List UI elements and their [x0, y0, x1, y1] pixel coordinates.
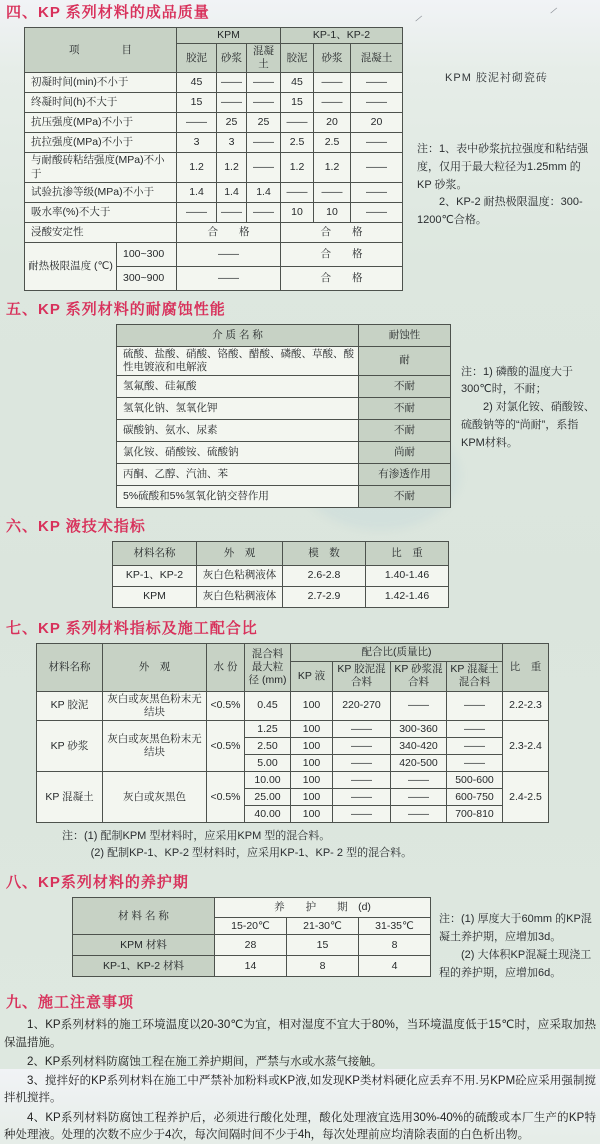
header-cell: 胶泥: [281, 44, 314, 73]
cell: 20: [314, 113, 351, 133]
row-label: 初凝时间(min)不小于: [25, 73, 177, 93]
cell: ——: [391, 772, 447, 789]
table-row: [117, 419, 451, 441]
cell-result: 耐: [359, 346, 451, 375]
note-text: [431, 911, 599, 982]
cell-material: KPM 材料: [73, 935, 215, 956]
table-row: [25, 93, 403, 113]
cell: ——: [217, 73, 247, 93]
header-cell: 模 数: [283, 541, 366, 565]
table-row: [25, 73, 403, 93]
header-cell: 胶泥: [177, 44, 217, 73]
table-header-row: [113, 541, 449, 565]
cell-ratio: 2.3-2.4: [503, 721, 549, 772]
header-cell: KP 混凝土混合料: [447, 661, 503, 691]
cell: ——: [391, 806, 447, 823]
header-cell: KP 胶泥混合料: [333, 661, 391, 691]
table-row: [117, 397, 451, 419]
row-label: 浸酸安定性: [25, 222, 177, 242]
cell: ——: [247, 73, 281, 93]
header-cell-mix-group: 配合比(质量比): [291, 643, 503, 661]
section-5-title: 五、KP 系列材料的耐腐蚀性能: [6, 300, 226, 318]
cell: 1.2: [217, 153, 247, 182]
table-row: [113, 565, 449, 586]
table-header-row: [117, 324, 451, 346]
cell: 8: [359, 935, 431, 956]
cell: ——: [351, 182, 403, 202]
cell: ——: [177, 266, 281, 290]
note-line: 2、KP-2 耐热极限温度：300-1200℃合格。: [417, 196, 583, 227]
cell: ——: [333, 738, 391, 755]
section-curing: [0, 874, 600, 982]
cell: 15: [287, 935, 359, 956]
cell: 15: [177, 93, 217, 113]
table-row: [113, 586, 449, 607]
cell-result: 不耐: [359, 419, 451, 441]
cell-ratio: 2.2-2.3: [503, 691, 549, 720]
table-row: [25, 133, 403, 153]
cell-water: <0.5%: [207, 772, 245, 823]
note-text: [62, 828, 600, 862]
section-mix-ratio: [0, 620, 600, 862]
header-cell-curing: 养 护 期 (d): [215, 898, 431, 918]
note-line: (2) 配制KP-1、KP-2 型材料时，应采用KP-1、KP- 2 型的混合料。: [90, 847, 413, 860]
cell: ——: [351, 153, 403, 182]
cell: 合 格: [281, 242, 403, 266]
table-row: [117, 346, 451, 375]
row-label: 抗压强度(MPa)不小于: [25, 113, 177, 133]
note-line: 注：(1) 配制KPM 型材料时，应采用KPM 型的混合料。: [62, 830, 331, 843]
cell: ——: [333, 721, 391, 738]
cell: ——: [447, 738, 503, 755]
table-header-row: [25, 28, 403, 44]
cell-result: 不耐: [359, 485, 451, 507]
cell: 10: [314, 202, 351, 222]
table-row: [117, 375, 451, 397]
table-row: [25, 222, 403, 242]
note-text: [451, 364, 600, 453]
header-cell-temp: 15-20℃: [215, 918, 287, 935]
cell: ——: [281, 113, 314, 133]
notice-paragraph: 2、KP系列材料防腐蚀工程在施工养护期间，严禁与水或水蒸气接触。: [27, 1055, 383, 1068]
cell: 500-600: [447, 772, 503, 789]
cell: ——: [447, 721, 503, 738]
cell: 合 格: [177, 222, 281, 242]
header-cell: 混合料最大粒径 (mm): [245, 643, 291, 691]
pen-mark: ⁄: [551, 6, 557, 17]
cell: 28: [215, 935, 287, 956]
cell: ——: [177, 202, 217, 222]
header-cell-item: 项 目: [25, 28, 177, 73]
row-label: 耐热极限温度 (℃): [25, 242, 117, 290]
table-row: [25, 153, 403, 182]
cell: 45: [281, 73, 314, 93]
table-row: [117, 441, 451, 463]
cell: ——: [351, 133, 403, 153]
corrosion-table: [116, 324, 451, 508]
cell: 100~300: [117, 242, 177, 266]
cell: KP-1、KP-2: [113, 565, 197, 586]
header-cell-medium: 介 质 名 称: [117, 324, 359, 346]
table-row: [37, 772, 549, 789]
note-line: 注：(1) 厚度大于60mm 的KP混凝土养护期，应增加3d。: [439, 913, 592, 944]
cell-medium: 5%硫酸和5%氢氧化钠交替作用: [117, 485, 359, 507]
cell: 100: [291, 772, 333, 789]
cell: 合 格: [281, 222, 403, 242]
table-row: [25, 242, 403, 266]
cell: 1.2: [281, 153, 314, 182]
cell: 3: [177, 133, 217, 153]
row-label: 与耐酸砖粘结强度(MPa)不小于: [25, 153, 177, 182]
cell: 2.6-2.8: [283, 565, 366, 586]
cell: 220-270: [333, 691, 391, 720]
cell: ——: [333, 772, 391, 789]
cell: 25.00: [245, 789, 291, 806]
section-8-title: 八、KP系列材料的养护期: [6, 874, 189, 892]
cell: ——: [177, 113, 217, 133]
notice-paragraph: 1、KP系列材料的施工环境温度以20-30℃为宜，相对湿度不宜大于80%，当环境温度低于15℃时，应采取加热保温措施。: [4, 1019, 596, 1049]
cell: 15: [281, 93, 314, 113]
cell-material: KP 混凝土: [37, 772, 103, 823]
cell: ——: [217, 202, 247, 222]
cell: 4: [359, 956, 431, 977]
mix-ratio-table: [36, 643, 549, 823]
header-cell-material: 材 料 名 称: [73, 898, 215, 935]
cell: ——: [247, 133, 281, 153]
cell: 1.4: [177, 182, 217, 202]
header-cell: 混凝土: [351, 44, 403, 73]
header-cell: 砂浆: [314, 44, 351, 73]
cell: 40.00: [245, 806, 291, 823]
cell: 300-360: [391, 721, 447, 738]
photo-caption: KPM 胶泥衬砌瓷砖: [445, 72, 548, 84]
table-header-row: [37, 643, 549, 661]
cell: 300~900: [117, 266, 177, 290]
cell: ——: [333, 755, 391, 772]
cell-material: KP-1、KP-2 材料: [73, 956, 215, 977]
section-quality: [0, 0, 600, 291]
header-cell-temp: 31-35℃: [359, 918, 431, 935]
cell: ——: [333, 789, 391, 806]
cell: 14: [215, 956, 287, 977]
table-row: [37, 721, 549, 738]
cell: 100: [291, 738, 333, 755]
kp-liquid-table: [112, 541, 449, 608]
pen-mark: ⁄: [416, 14, 422, 25]
note-line: 2) 对氯化铵、硝酸铵、硫酸钠等的“尚耐”，系指KPM材料。: [461, 401, 595, 449]
cell-medium: 碳酸钠、氨水、尿素: [117, 419, 359, 441]
header-cell: 砂浆: [217, 44, 247, 73]
section-4-side-notes: [403, 27, 595, 230]
cell: 1.40-1.46: [366, 565, 449, 586]
header-cell: 混凝土: [247, 44, 281, 73]
header-cell: 材料名称: [37, 643, 103, 691]
cell: 25: [247, 113, 281, 133]
cell: 0.45: [245, 691, 291, 720]
cell: ——: [281, 182, 314, 202]
cell: ——: [351, 73, 403, 93]
cell: KPM: [113, 586, 197, 607]
note-line: 注：1) 磷酸的温度大于300℃时，不耐；: [461, 365, 573, 396]
cell: ——: [391, 691, 447, 720]
cell-medium: 硫酸、盐酸、硝酸、铬酸、醋酸、磷酸、草酸、酸性电镀液和电解液: [117, 346, 359, 375]
table-row: [25, 202, 403, 222]
header-cell: KP 砂浆混合料: [391, 661, 447, 691]
table-row: [73, 935, 431, 956]
header-cell-resistance: 耐蚀性: [359, 324, 451, 346]
section-kp-liquid: [0, 518, 600, 608]
header-cell-temp: 21-30℃: [287, 918, 359, 935]
cell-result: 尚耐: [359, 441, 451, 463]
table-row: [25, 113, 403, 133]
cell: ——: [447, 755, 503, 772]
row-label: 终凝时间(h)不大于: [25, 93, 177, 113]
cell-medium: 氯化铵、硝酸铵、硫酸钠: [117, 441, 359, 463]
cell: ——: [391, 789, 447, 806]
cell: ——: [177, 242, 281, 266]
cell: 100: [291, 789, 333, 806]
cell: 100: [291, 755, 333, 772]
header-cell: 外 观: [197, 541, 283, 565]
cell-medium: 氢氟酸、硅氟酸: [117, 375, 359, 397]
section-9-title: 九、施工注意事项: [6, 994, 135, 1012]
cell-ratio: 2.4-2.5: [503, 772, 549, 823]
cell: ——: [247, 202, 281, 222]
cell: ——: [314, 182, 351, 202]
table-row: [117, 485, 451, 507]
note-text: [417, 141, 595, 230]
section-4-title: 四、KP 系列材料的成品质量: [6, 4, 210, 21]
cell: 100: [291, 806, 333, 823]
cell: 1.4: [217, 182, 247, 202]
row-label: 试验抗渗等级(MPa)不小于: [25, 182, 177, 202]
row-label: 吸水率(%)不大于: [25, 202, 177, 222]
cell: 8: [287, 956, 359, 977]
cell: 2.50: [245, 738, 291, 755]
cell-look: 灰白或灰黑色: [103, 772, 207, 823]
header-cell: 材料名称: [113, 541, 197, 565]
note-line: 注：1、表中砂浆抗拉强度和粘结强度，仅用于最大粒径为1.25mm 的KP 砂浆。: [417, 143, 589, 191]
cell: ——: [247, 153, 281, 182]
cell: ——: [447, 691, 503, 720]
cell-medium: 氢氧化钠、氢氧化钾: [117, 397, 359, 419]
cell: 灰白色粘稠液体: [197, 565, 283, 586]
cell: 合 格: [281, 266, 403, 290]
header-cell: 水 份: [207, 643, 245, 691]
cell: ——: [333, 806, 391, 823]
cell: 2.5: [314, 133, 351, 153]
quality-table: [24, 27, 403, 291]
section-corrosion: [0, 301, 600, 508]
cell: 1.25: [245, 721, 291, 738]
table-row: [117, 463, 451, 485]
section-notice: [0, 994, 600, 1144]
cell: 20: [351, 113, 403, 133]
note-line: (2) 大体积KP混凝土现浇工程的养护期，应增加6d。: [439, 948, 592, 979]
cell: 1.42-1.46: [366, 586, 449, 607]
cell: ——: [314, 73, 351, 93]
header-cell: 比 重: [503, 643, 549, 691]
notice-paragraph: 3、搅拌好的KP系列材料在施工中严禁补加粉料或KP液,如发现KP类材料硬化应丢弃不用.另KPM砼应采用强制搅拌机搅拌。: [4, 1075, 596, 1105]
cell: ——: [351, 202, 403, 222]
table-row: [73, 956, 431, 977]
cell-look: 灰白或灰黑色粉末无结块: [103, 691, 207, 720]
cell: 340-420: [391, 738, 447, 755]
header-cell: KP 液: [291, 661, 333, 691]
cell: 420-500: [391, 755, 447, 772]
cell: 45: [177, 73, 217, 93]
table-row: [37, 691, 549, 720]
cell-water: <0.5%: [207, 721, 245, 772]
cell: 100: [291, 721, 333, 738]
cell-result: 有渗透作用: [359, 463, 451, 485]
cell-result: 不耐: [359, 397, 451, 419]
cell-material: KP 胶泥: [37, 691, 103, 720]
cell: 600-750: [447, 789, 503, 806]
cell: 100: [291, 691, 333, 720]
header-cell: 比 重: [366, 541, 449, 565]
cell: 25: [217, 113, 247, 133]
cell: 700-810: [447, 806, 503, 823]
cell: 1.4: [247, 182, 281, 202]
cell: 2.7-2.9: [283, 586, 366, 607]
notice-paragraph: 4、KP系列材料防腐蚀工程养护后，必须进行酸化处理，酸化处理液宜选用30%-40%的硫酸或本厂生产的KP特种处理液。处理的次数不应少于4次，每次间隔时间不少于4h，每次处理前应均清除表面的白色析出物。: [4, 1111, 596, 1141]
cell: 5.00: [245, 755, 291, 772]
section-7-title: 七、KP 系列材料指标及施工配合比: [6, 619, 258, 637]
cell: ——: [217, 93, 247, 113]
row-label: 抗拉强度(MPa)不小于: [25, 133, 177, 153]
cell-look: 灰白或灰黑色粉末无结块: [103, 721, 207, 772]
cell: 2.5: [281, 133, 314, 153]
cell-water: <0.5%: [207, 691, 245, 720]
section-6-title: 六、KP 液技术指标: [6, 517, 146, 535]
table-header-row: [73, 898, 431, 918]
cell: 10: [281, 202, 314, 222]
curing-table: [72, 897, 431, 977]
cell: 3: [217, 133, 247, 153]
cell: ——: [247, 93, 281, 113]
header-cell: 外 观: [103, 643, 207, 691]
cell: 10.00: [245, 772, 291, 789]
cell: 1.2: [177, 153, 217, 182]
cell: 灰白色粘稠液体: [197, 586, 283, 607]
header-cell-kp12: KP-1、KP-2: [281, 28, 403, 44]
cell-result: 不耐: [359, 375, 451, 397]
cell: ——: [351, 93, 403, 113]
table-row: [25, 182, 403, 202]
cell-material: KP 砂浆: [37, 721, 103, 772]
cell-medium: 丙酮、乙醇、汽油、苯: [117, 463, 359, 485]
cell: 1.2: [314, 153, 351, 182]
header-cell-kpm: KPM: [177, 28, 281, 44]
cell: ——: [314, 93, 351, 113]
